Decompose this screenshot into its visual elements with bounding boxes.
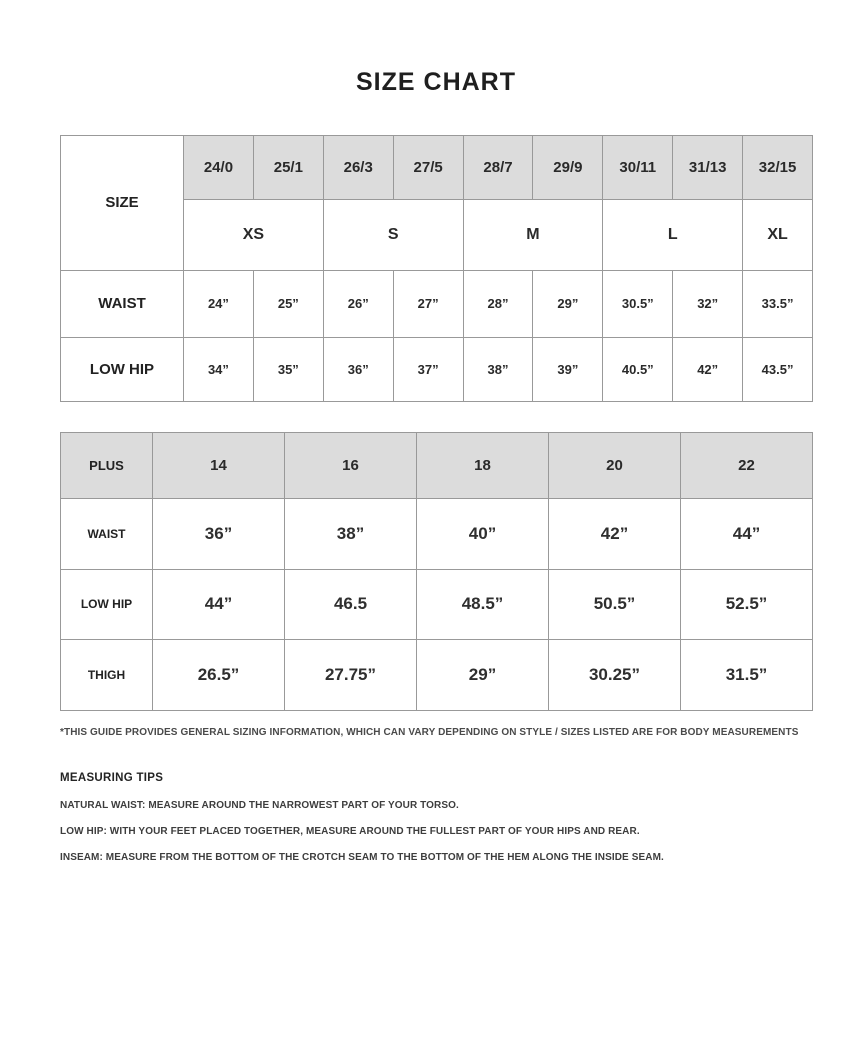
plus-size-header: 22	[681, 432, 813, 498]
measurement-cell: 24”	[184, 270, 254, 337]
size-table	[60, 135, 813, 402]
measurement-cell: 31.5”	[681, 639, 813, 710]
measuring-tip-low-hip: LOW HIP: WITH YOUR FEET PLACED TOGETHER, MEASURE AROUND THE FULLEST PART OF YOUR HIPS AND REAR.	[60, 825, 640, 837]
measuring-tips-heading: MEASURING TIPS	[60, 771, 164, 784]
measurement-cell: 42”	[549, 498, 681, 569]
measuring-tip-natural-waist: NATURAL WAIST: MEASURE AROUND THE NARROWEST PART OF YOUR TORSO.	[60, 799, 459, 811]
measurement-cell: 28”	[463, 270, 533, 337]
table-row	[61, 337, 813, 401]
numeric-size-header: 30/11	[603, 135, 673, 199]
measuring-tip-inseam: INSEAM: MEASURE FROM THE BOTTOM OF THE CROTCH SEAM TO THE BOTTOM OF THE HEM ALONG THE INSIDE SEAM.	[60, 851, 664, 863]
measurement-cell: 29”	[417, 639, 549, 710]
row-label: LOW HIP	[61, 569, 153, 639]
measurement-cell: 43.5”	[743, 337, 813, 401]
measurement-cell: 34”	[184, 337, 254, 401]
table-row	[61, 569, 813, 639]
plus-size-header: 18	[417, 432, 549, 498]
measurement-cell: 37”	[393, 337, 463, 401]
numeric-size-header: 28/7	[463, 135, 533, 199]
plus-corner-label: PLUS	[61, 432, 153, 498]
measurement-cell: 44”	[153, 569, 285, 639]
measurement-cell: 27.75”	[285, 639, 417, 710]
measurement-cell: 32”	[673, 270, 743, 337]
plus-size-header: 14	[153, 432, 285, 498]
measurement-cell: 30.25”	[549, 639, 681, 710]
letter-size-header: XS	[184, 199, 324, 270]
letter-size-header: XL	[743, 199, 813, 270]
row-label: THIGH	[61, 639, 153, 710]
size-table-body	[61, 135, 813, 401]
measurement-cell: 26.5”	[153, 639, 285, 710]
measurement-cell: 48.5”	[417, 569, 549, 639]
page-title: SIZE CHART	[356, 68, 516, 96]
measurement-cell: 39”	[533, 337, 603, 401]
measurement-cell: 52.5”	[681, 569, 813, 639]
plus-table-body	[61, 432, 813, 710]
plus-size-header: 20	[549, 432, 681, 498]
measurement-cell: 42”	[673, 337, 743, 401]
row-label: WAIST	[61, 498, 153, 569]
measurement-cell: 40.5”	[603, 337, 673, 401]
measurement-cell: 35”	[253, 337, 323, 401]
measurement-cell: 44”	[681, 498, 813, 569]
measurement-cell: 38”	[285, 498, 417, 569]
numeric-size-header: 29/9	[533, 135, 603, 199]
numeric-size-header: 27/5	[393, 135, 463, 199]
table-row	[61, 270, 813, 337]
numeric-size-header-row	[61, 135, 813, 199]
letter-size-header: M	[463, 199, 603, 270]
footnote: *THIS GUIDE PROVIDES GENERAL SIZING INFORMATION, WHICH CAN VARY DEPENDING ON STYLE / SIZES LISTED ARE FOR BODY MEASUREMENTS	[60, 726, 799, 738]
size-corner-label: SIZE	[61, 135, 184, 270]
measurement-cell: 26”	[323, 270, 393, 337]
measurement-cell: 38”	[463, 337, 533, 401]
plus-size-header: 16	[285, 432, 417, 498]
numeric-size-header: 25/1	[253, 135, 323, 199]
letter-size-header: S	[323, 199, 463, 270]
table-row	[61, 498, 813, 569]
measurement-cell: 29”	[533, 270, 603, 337]
numeric-size-header: 24/0	[184, 135, 254, 199]
measurement-cell: 25”	[253, 270, 323, 337]
row-label: WAIST	[61, 270, 184, 337]
measurement-cell: 30.5”	[603, 270, 673, 337]
measurement-cell: 40”	[417, 498, 549, 569]
plus-table	[60, 432, 813, 711]
table-row	[61, 639, 813, 710]
numeric-size-header: 26/3	[323, 135, 393, 199]
measurement-cell: 46.5	[285, 569, 417, 639]
row-label: LOW HIP	[61, 337, 184, 401]
numeric-size-header: 32/15	[743, 135, 813, 199]
plus-header-row	[61, 432, 813, 498]
measurement-cell: 33.5”	[743, 270, 813, 337]
measuring-tips-section	[60, 772, 812, 863]
letter-size-header: L	[603, 199, 743, 270]
measurement-cell: 36”	[153, 498, 285, 569]
measurement-cell: 36”	[323, 337, 393, 401]
measurement-cell: 50.5”	[549, 569, 681, 639]
measurement-cell: 27”	[393, 270, 463, 337]
numeric-size-header: 31/13	[673, 135, 743, 199]
